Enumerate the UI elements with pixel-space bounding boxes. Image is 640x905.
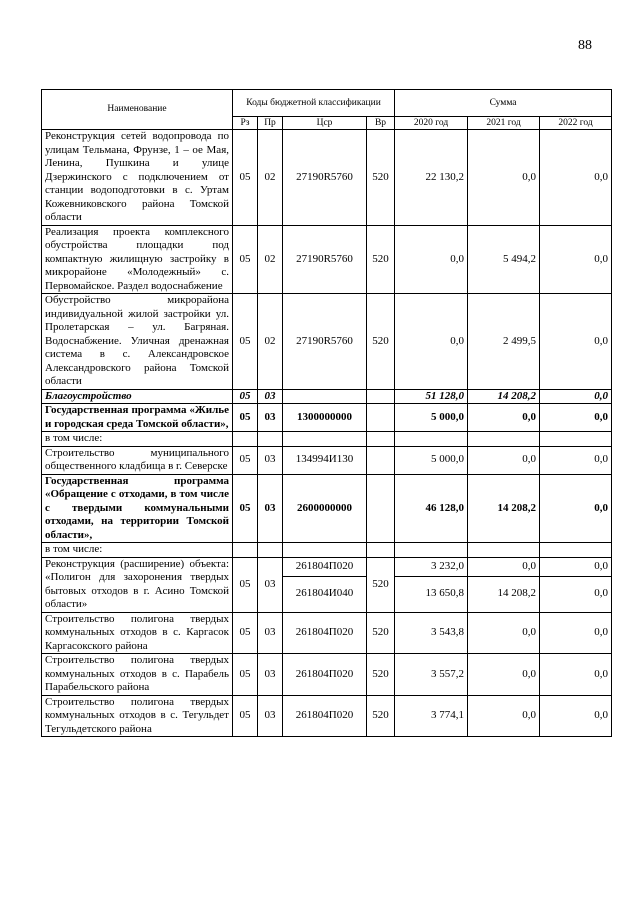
row-vr: 520 [367,557,395,612]
row-rz: 05 [233,404,258,432]
header-csr: Цср [283,117,367,130]
row-rz: 05 [233,446,258,474]
row-2022: 0,0 [540,389,612,404]
row-rz: 05 [233,695,258,737]
row-2021: 0,0 [468,612,540,654]
row-pr: 03 [258,474,283,543]
row-2022: 0,0 [540,576,612,612]
row-2021: 0,0 [468,404,540,432]
row-2020: 5 000,0 [395,404,468,432]
row-csr: 2600000000 [283,474,367,543]
header-rz: Рз [233,117,258,130]
row-2021: 2 499,5 [468,294,540,390]
row-rz: 05 [233,225,258,294]
budget-table [41,89,612,737]
row-2021: 0,0 [468,130,540,226]
row-2021: 5 494,2 [468,225,540,294]
table-row [42,557,612,576]
row-rz: 05 [233,654,258,696]
row-2020: 3 232,0 [395,557,468,576]
row-name: в том числе: [42,543,233,558]
row-pr: 02 [258,130,283,226]
row-2021: 0,0 [468,446,540,474]
row-2021: 14 208,2 [468,389,540,404]
row-2020: 0,0 [395,294,468,390]
row-2020: 51 128,0 [395,389,468,404]
row-vr [367,404,395,432]
row-name: Государственная программа «Жилье и городская среда Томской области», [42,404,233,432]
row-2020: 0,0 [395,225,468,294]
table-row [42,446,612,474]
row-vr: 520 [367,294,395,390]
row-2022: 0,0 [540,404,612,432]
row-2020: 3 557,2 [395,654,468,696]
row-rz: 05 [233,557,258,612]
table-row [42,695,612,737]
header-sum: Сумма [395,90,612,117]
row-2021: 0,0 [468,557,540,576]
row-rz: 05 [233,474,258,543]
row-2020: 13 650,8 [395,576,468,612]
row-vr: 520 [367,130,395,226]
row-2020: 3 774,1 [395,695,468,737]
row-csr: 1300000000 [283,404,367,432]
row-name: Строительство полигона твердых коммунальных отходов в с. Парабель Парабельского района [42,654,233,696]
program-row [42,404,612,432]
row-vr: 520 [367,612,395,654]
row-name: в том числе: [42,432,233,447]
section-row [42,389,612,404]
row-name: Государственная программа «Обращение с отходами, в том числе с твердыми коммунальными отходами, на территории Томской области», [42,474,233,543]
row-rz: 05 [233,612,258,654]
row-pr: 03 [258,557,283,612]
row-name: Строительство муниципального общественного кладбища в г. Северске [42,446,233,474]
row-csr: 261804П020 [283,654,367,696]
row-csr: 261804П020 [283,557,367,576]
row-rz: 05 [233,130,258,226]
row-vr: 520 [367,654,395,696]
row-2020: 3 543,8 [395,612,468,654]
header-pr: Пр [258,117,283,130]
header-2022: 2022 год [540,117,612,130]
program-row [42,474,612,543]
row-2020: 5 000,0 [395,446,468,474]
row-vr: 520 [367,225,395,294]
row-csr: 261804П020 [283,695,367,737]
row-2020: 22 130,2 [395,130,468,226]
header-codes: Коды бюджетной классификации [233,90,395,117]
row-2022: 0,0 [540,695,612,737]
row-name: Благоустройство [42,389,233,404]
row-pr: 02 [258,225,283,294]
row-vr [367,389,395,404]
row-name: Реконструкция (расширение) объекта: «Полигон для захоронения твердых бытовых отходов в г. Асино Томской области» [42,557,233,612]
row-pr: 03 [258,389,283,404]
row-2022: 0,0 [540,654,612,696]
row-csr: 134994И130 [283,446,367,474]
row-csr: 27190R5760 [283,225,367,294]
row-rz: 05 [233,294,258,390]
row-vr: 520 [367,695,395,737]
table-row [42,130,612,226]
table-row [42,225,612,294]
row-2022: 0,0 [540,130,612,226]
row-csr: 27190R5760 [283,130,367,226]
header-vr: Вр [367,117,395,130]
row-pr: 03 [258,654,283,696]
page-number: 88 [578,38,592,53]
row-name: Реконструкция сетей водопровода по улицам Тельмана, Фрунзе, 1 – ое Мая, Ленина, Пушкина и улице Дзержинского с подключением от станции водоподготовки в с. Уртам Кожевниковского района Томской области [42,130,233,226]
subheading-row [42,543,612,558]
row-2021: 0,0 [468,654,540,696]
header-name: Наименование [42,90,233,130]
header-row [42,90,612,117]
row-pr: 03 [258,404,283,432]
row-pr: 03 [258,695,283,737]
row-pr: 02 [258,294,283,390]
row-csr [283,389,367,404]
row-2022: 0,0 [540,474,612,543]
row-csr: 27190R5760 [283,294,367,390]
row-pr: 03 [258,612,283,654]
subheading-row [42,432,612,447]
table-row [42,294,612,390]
table-row [42,612,612,654]
row-2021: 14 208,2 [468,474,540,543]
row-2022: 0,0 [540,612,612,654]
row-2020: 46 128,0 [395,474,468,543]
row-2021: 0,0 [468,695,540,737]
header-2021: 2021 год [468,117,540,130]
row-2022: 0,0 [540,557,612,576]
row-vr [367,446,395,474]
row-csr: 261804П020 [283,612,367,654]
row-name: Обустройство микрорайона индивидуальной жилой застройки ул. Пролетарская – ул. Багряная. Водоснабжение. Уличная дренажная система в с. Александровское Александровского района Томской области [42,294,233,390]
row-2022: 0,0 [540,446,612,474]
row-2022: 0,0 [540,294,612,390]
row-name: Строительство полигона твердых коммунальных отходов в с. Каргасок Каргасокского района [42,612,233,654]
row-name: Строительство полигона твердых коммунальных отходов в с. Тегульдет Тегульдетского района [42,695,233,737]
header-2020: 2020 год [395,117,468,130]
row-pr: 03 [258,446,283,474]
row-csr: 261804И040 [283,576,367,612]
row-vr [367,474,395,543]
table-row [42,654,612,696]
row-2022: 0,0 [540,225,612,294]
row-name: Реализация проекта комплексного обустройства площадки под компактную жилищную застройку в микрорайоне «Молодежный» с. Первомайское. Раздел водоснабжение [42,225,233,294]
row-rz: 05 [233,389,258,404]
row-2021: 14 208,2 [468,576,540,612]
